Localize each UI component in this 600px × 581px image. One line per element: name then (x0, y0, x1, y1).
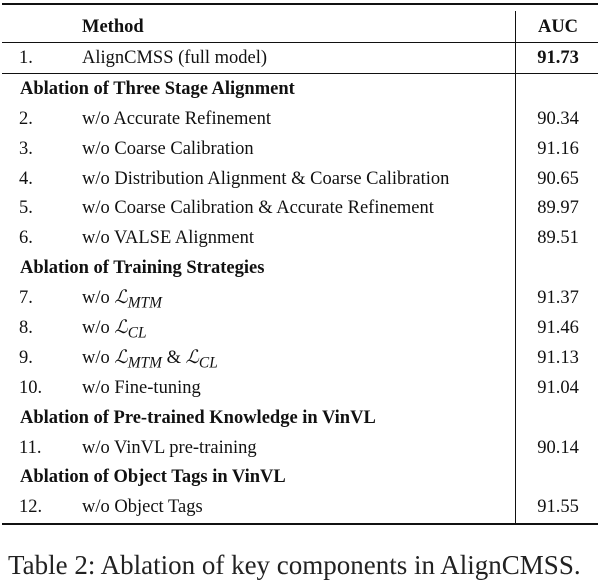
row-auc: 89.97 (537, 198, 579, 218)
row-method: w/o Accurate Refinement (82, 109, 272, 129)
loss-symbol: ℒ (185, 348, 199, 368)
row-method-prefix: w/o (82, 348, 115, 368)
row-auc: 91.46 (537, 318, 579, 338)
row-number: 7. (19, 288, 33, 308)
row-auc: 90.14 (537, 438, 579, 458)
section-title: Ablation of Pre-trained Knowledge in VinVL (20, 408, 376, 428)
table-row (0, 433, 600, 463)
row-auc: 91.55 (537, 497, 579, 517)
loss-symbol: ℒ (114, 318, 128, 338)
table-row (0, 492, 600, 522)
section-heading (0, 462, 600, 492)
row-method: w/o Distribution Alignment & Coarse Calibration (82, 169, 450, 189)
table-row (0, 313, 600, 343)
row-number: 8. (19, 318, 33, 338)
section-title: Ablation of Three Stage Alignment (20, 79, 295, 99)
header-method: Method (82, 17, 144, 37)
row-number: 6. (19, 228, 33, 248)
loss-symbol: ℒ (114, 288, 128, 308)
row-method-prefix: w/o (82, 318, 115, 338)
row-auc: 91.04 (537, 378, 579, 398)
row-method: w/o Object Tags (82, 497, 203, 517)
loss-subscript: CL (127, 324, 147, 342)
header-auc: AUC (537, 17, 579, 37)
loss-subscript: CL (198, 354, 218, 372)
row-auc: 91.73 (537, 48, 579, 68)
row-method: w/o VinVL pre-training (82, 438, 257, 458)
table-row (0, 283, 600, 313)
row-method: w/o Coarse Calibration (82, 139, 254, 159)
row-number: 9. (19, 348, 33, 368)
row-number: 12. (19, 497, 43, 517)
table-row (0, 104, 600, 134)
table-row (0, 134, 600, 164)
table-row (0, 223, 600, 253)
ampersand: & (161, 348, 186, 368)
loss-symbol: ℒ (114, 348, 128, 368)
row-method: w/o VALSE Alignment (82, 228, 255, 248)
row-auc: 91.16 (537, 139, 579, 159)
section-title: Ablation of Training Strategies (20, 258, 265, 278)
table-row (0, 193, 600, 223)
row-method: AlignCMSS (full model) (82, 48, 268, 68)
row-number: 2. (19, 109, 33, 129)
section-heading (0, 253, 600, 283)
row-number: 10. (19, 378, 43, 398)
section-heading (0, 74, 600, 104)
top-rule (2, 3, 598, 5)
table-caption: Table 2: Ablation of key components in AlignCMSS. (8, 550, 581, 580)
section-title: Ablation of Object Tags in VinVL (20, 467, 286, 487)
row-number: 4. (19, 169, 33, 189)
row-method-prefix: w/o (82, 288, 115, 308)
row-number: 11. (19, 438, 42, 458)
section-heading (0, 403, 600, 433)
table-row (0, 164, 600, 194)
table-row (0, 343, 600, 373)
row-auc: 91.13 (537, 348, 579, 368)
row-auc: 91.37 (537, 288, 579, 308)
bottom-rule (2, 523, 598, 525)
row-method: w/o Coarse Calibration & Accurate Refinement (82, 198, 434, 218)
table-row (0, 43, 600, 73)
row-auc: 90.34 (537, 109, 579, 129)
loss-subscript: MTM (127, 294, 162, 312)
row-method: w/o Fine-tuning (82, 378, 201, 398)
row-number: 1. (19, 48, 33, 68)
loss-subscript: MTM (127, 354, 162, 372)
table-row (0, 373, 600, 403)
row-auc: 89.51 (537, 228, 579, 248)
row-number: 5. (19, 198, 33, 218)
row-auc: 90.65 (537, 169, 579, 189)
header-row (0, 12, 600, 42)
row-number: 3. (19, 139, 33, 159)
